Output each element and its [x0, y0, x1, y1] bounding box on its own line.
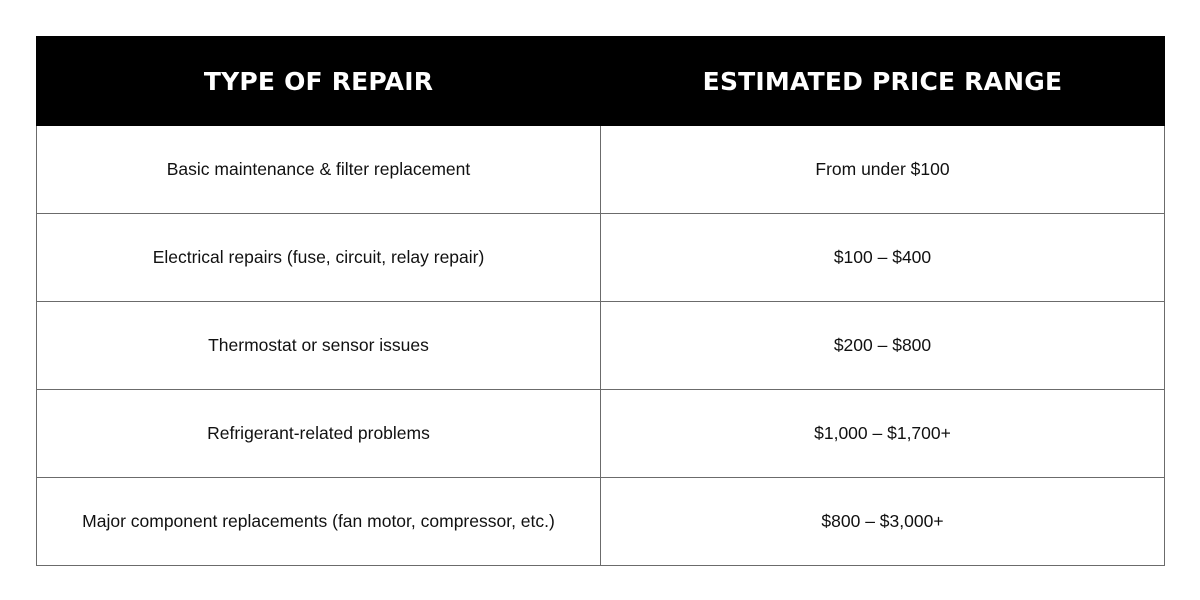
header-estimated-price-range: ESTIMATED PRICE RANGE	[601, 37, 1165, 126]
price-range-cell: From under $100	[601, 126, 1165, 214]
table-row	[37, 390, 1165, 478]
table-row	[37, 126, 1165, 214]
header-type-of-repair: TYPE OF REPAIR	[37, 37, 601, 126]
table-row	[37, 302, 1165, 390]
header-row	[37, 37, 1165, 126]
repair-type-cell: Electrical repairs (fuse, circuit, relay repair)	[37, 214, 601, 302]
repair-type-cell: Basic maintenance & filter replacement	[37, 126, 601, 214]
repair-type-cell: Thermostat or sensor issues	[37, 302, 601, 390]
repair-price-table	[36, 36, 1165, 566]
price-range-cell: $1,000 – $1,700+	[601, 390, 1165, 478]
price-range-cell: $100 – $400	[601, 214, 1165, 302]
table-header	[37, 37, 1165, 126]
price-range-cell: $200 – $800	[601, 302, 1165, 390]
repair-type-cell: Refrigerant-related problems	[37, 390, 601, 478]
price-range-cell: $800 – $3,000+	[601, 478, 1165, 566]
table-row	[37, 478, 1165, 566]
table-row	[37, 214, 1165, 302]
repair-type-cell: Major component replacements (fan motor, compressor, etc.)	[37, 478, 601, 566]
table-body	[37, 126, 1165, 566]
